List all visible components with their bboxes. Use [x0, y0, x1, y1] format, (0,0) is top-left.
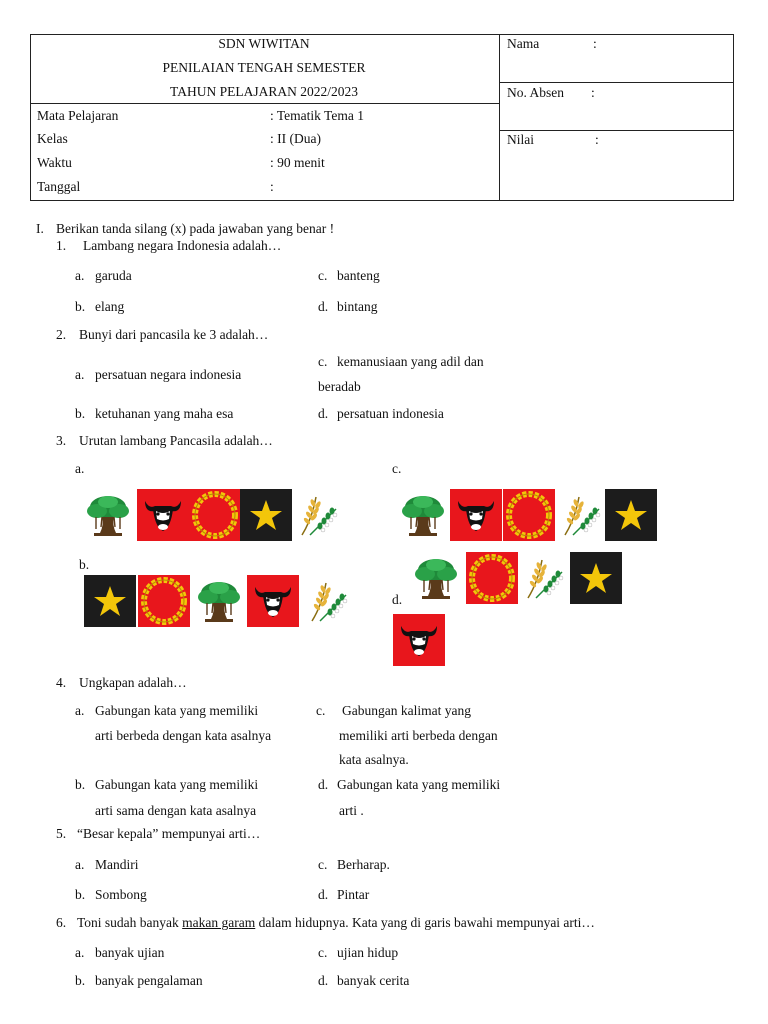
option-letter[interactable]: d. [318, 973, 329, 988]
score-label: Nilai [507, 132, 534, 147]
option-letter[interactable]: b. [75, 973, 86, 988]
option-text[interactable]: Gabungan kalimat yang [342, 703, 471, 718]
rice-cotton-icon [518, 552, 570, 604]
option-text[interactable]: elang [95, 299, 125, 314]
question-text: “Besar kepala” mempunyai arti… [77, 826, 261, 841]
option-letter[interactable]: a. [75, 945, 85, 960]
option-letter[interactable]: d. [392, 592, 403, 607]
option-letter[interactable]: b. [75, 887, 86, 902]
rice-cotton-icon [292, 489, 344, 541]
absen-label: No. Absen [507, 85, 564, 100]
option-text[interactable]: persatuan negara indonesia [95, 367, 242, 382]
question-text: Bunyi dari pancasila ke 3 adalah… [79, 327, 269, 342]
divider [31, 103, 499, 104]
rice-cotton-icon [555, 489, 607, 541]
chain-icon [138, 575, 190, 627]
question-text: Ungkapan adalah… [79, 675, 187, 690]
option-letter[interactable]: d. [318, 777, 329, 792]
bull-head-icon [137, 489, 189, 541]
underlined-phrase: makan garam [182, 915, 256, 930]
exam-title: PENILAIAN TENGAH SEMESTER [162, 60, 366, 75]
option-text[interactable]: garuda [95, 268, 132, 283]
name-label: Nama [507, 36, 540, 51]
option-letter[interactable]: b. [75, 299, 86, 314]
option-text[interactable]: banyak pengalaman [95, 973, 203, 988]
option-text[interactable]: Sombong [95, 887, 147, 902]
option-letter[interactable]: c. [318, 945, 328, 960]
option-text[interactable]: ketuhanan yang maha esa [95, 406, 234, 421]
field-value-time: : 90 menit [270, 155, 325, 170]
option-text[interactable]: Pintar [337, 887, 370, 902]
option-text[interactable]: arti berbeda dengan kata asalnya [95, 728, 272, 743]
option-text[interactable]: Mandiri [95, 857, 139, 872]
option-letter[interactable]: d. [318, 887, 329, 902]
option-letter[interactable]: c. [318, 268, 328, 283]
field-label-subject: Mata Pelajaran [37, 108, 119, 123]
chain-icon [466, 552, 518, 604]
question-number: 6. [56, 915, 67, 930]
option-text[interactable]: bintang [337, 299, 378, 314]
field-value-class: : II (Dua) [270, 131, 321, 146]
option-text[interactable]: banteng [337, 268, 380, 283]
option-letter[interactable]: b. [79, 557, 90, 572]
rice-cotton-icon [302, 575, 354, 627]
option-text[interactable]: arti sama dengan kata asalnya [95, 803, 257, 818]
option-text[interactable]: Gabungan kata yang memiliki [337, 777, 501, 792]
option-text[interactable]: Gabungan kata yang memiliki [95, 777, 259, 792]
option-text[interactable]: ujian hidup [337, 945, 399, 960]
option-letter[interactable]: a. [75, 857, 85, 872]
field-value-date: : [270, 179, 274, 194]
option-letter[interactable]: b. [75, 777, 86, 792]
option-text[interactable]: arti . [339, 803, 364, 818]
divider [499, 35, 500, 200]
option-text-continued[interactable]: beradab [318, 379, 361, 394]
score-colon: : [595, 132, 599, 147]
banyan-tree-icon [82, 489, 134, 541]
divider [499, 82, 733, 83]
chain-icon [503, 489, 555, 541]
question-text: Lambang negara Indonesia adalah… [83, 238, 282, 253]
option-text[interactable]: kata asalnya. [339, 752, 409, 767]
section-number: I. [36, 221, 44, 236]
bull-head-icon [393, 614, 445, 666]
option-text[interactable]: banyak cerita [337, 973, 410, 988]
option-letter[interactable]: c. [318, 857, 328, 872]
question-number: 1. [56, 238, 67, 253]
option-letter[interactable]: a. [75, 703, 85, 718]
option-text[interactable]: Gabungan kata yang memiliki [95, 703, 259, 718]
bull-head-icon [450, 489, 502, 541]
star-icon [605, 489, 657, 541]
question-text [77, 915, 595, 931]
option-text[interactable]: banyak ujian [95, 945, 165, 960]
divider [499, 130, 733, 131]
name-colon: : [593, 36, 597, 51]
question-text: Urutan lambang Pancasila adalah… [79, 433, 273, 448]
question-number: 4. [56, 675, 67, 690]
option-letter[interactable]: c. [316, 703, 326, 718]
banyan-tree-icon [397, 489, 449, 541]
bull-head-icon [247, 575, 299, 627]
option-letter[interactable]: c. [392, 461, 402, 476]
star-icon [84, 575, 136, 627]
field-label-date: Tanggal [37, 179, 81, 194]
option-text[interactable]: memiliki arti berbeda dengan [339, 728, 498, 743]
question-text-start: Toni sudah banyak [77, 915, 183, 930]
option-letter[interactable]: d. [318, 406, 329, 421]
banyan-tree-icon [193, 575, 245, 627]
option-letter[interactable]: c. [318, 354, 328, 369]
question-number: 2. [56, 327, 67, 342]
question-number: 5. [56, 826, 67, 841]
field-label-time: Waktu [37, 155, 72, 170]
option-text[interactable]: persatuan indonesia [337, 406, 444, 421]
option-letter[interactable]: d. [318, 299, 329, 314]
field-label-class: Kelas [37, 131, 68, 146]
option-letter[interactable]: b. [75, 406, 86, 421]
option-text[interactable]: kemanusiaan yang adil dan [337, 354, 484, 369]
chain-icon [189, 489, 241, 541]
option-letter[interactable]: a. [75, 461, 85, 476]
absen-colon: : [591, 85, 595, 100]
option-letter[interactable]: a. [75, 268, 85, 283]
school-year: TAHUN PELAJARAN 2022/2023 [170, 84, 358, 99]
section-instruction: Berikan tanda silang (x) pada jawaban yang benar ! [56, 221, 335, 236]
option-text[interactable]: Berharap. [337, 857, 390, 872]
star-icon [570, 552, 622, 604]
banyan-tree-icon [410, 552, 462, 604]
question-text-end: dalam hidupnya. Kata yang di garis bawahi mempunyai arti… [255, 915, 595, 930]
school-name: SDN WIWITAN [218, 36, 310, 51]
question-number: 3. [56, 433, 67, 448]
field-value-subject: : Tematik Tema 1 [270, 108, 364, 123]
star-icon [240, 489, 292, 541]
option-letter[interactable]: a. [75, 367, 85, 382]
